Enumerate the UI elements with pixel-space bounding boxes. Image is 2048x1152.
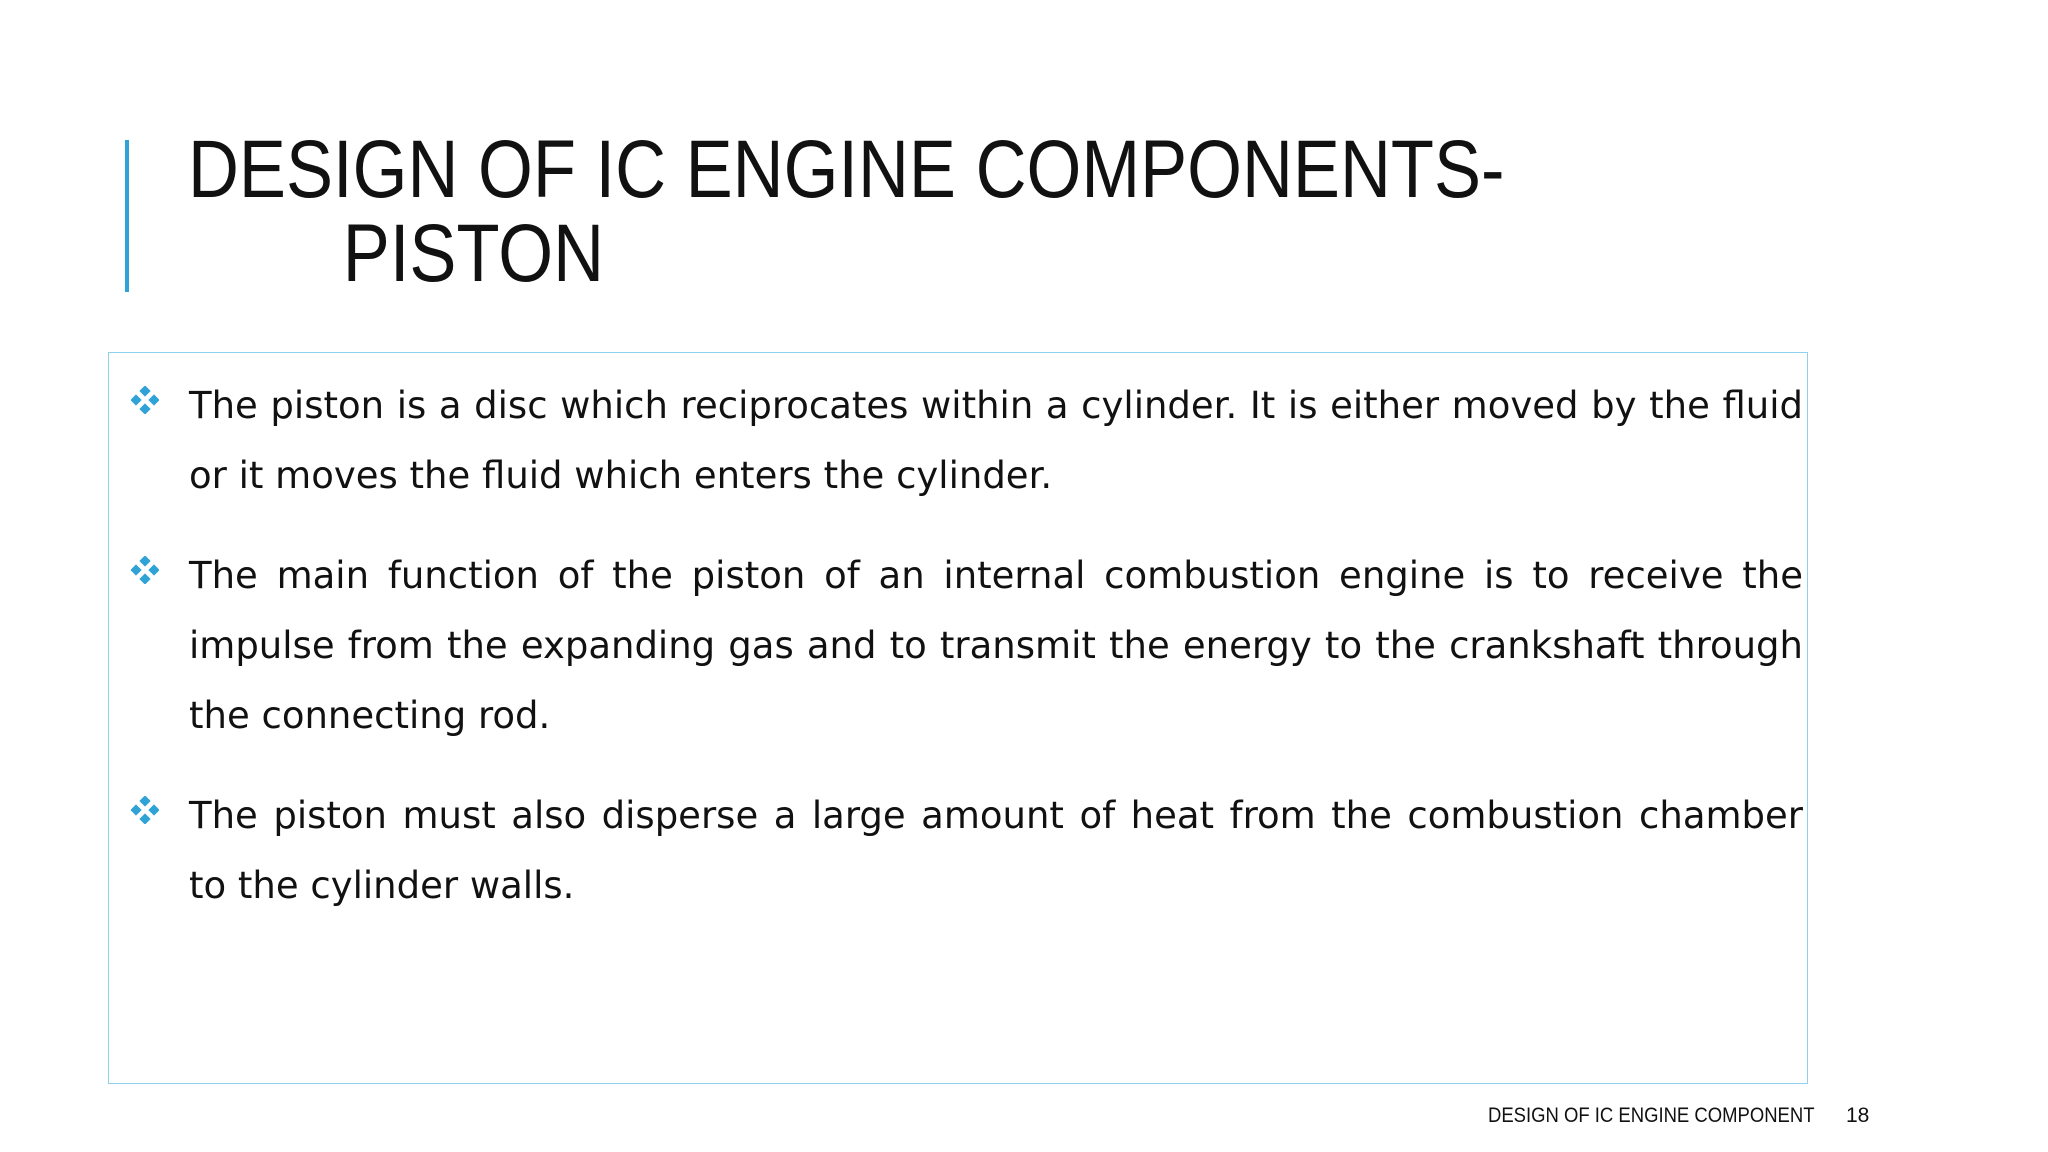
content-box bbox=[108, 352, 1808, 1084]
diamond-bullet-icon bbox=[131, 556, 159, 584]
slide-title-line1: DESIGN OF IC ENGINE COMPONENTS- bbox=[188, 124, 1505, 215]
slide-title-line2: PISTON bbox=[342, 208, 605, 299]
bullet-list bbox=[119, 371, 1803, 951]
diamond-bullet-icon bbox=[131, 386, 159, 414]
bullet-text: The main function of the piston of an internal combustion engine is to receive the impulse from the expanding gas and to transmit the energy to the crankshaft through the connecting rod. bbox=[189, 554, 1803, 737]
title-accent-bar bbox=[125, 140, 129, 292]
bullet-text: The piston is a disc which reciprocates within a cylinder. It is either moved by the fluid or it moves the fluid which enters the cylinder. bbox=[189, 384, 1803, 497]
diamond-bullet-icon bbox=[131, 796, 159, 824]
bullet-item bbox=[119, 371, 1803, 511]
footer-title: DESIGN OF IC ENGINE COMPONENT bbox=[1488, 1104, 1815, 1127]
slide-title bbox=[188, 124, 1505, 299]
bullet-item bbox=[119, 541, 1803, 751]
page-number: 18 bbox=[1846, 1104, 1870, 1127]
bullet-item bbox=[119, 781, 1803, 921]
bullet-text: The piston must also disperse a large amount of heat from the combustion chamber to the cylinder walls. bbox=[189, 794, 1803, 907]
